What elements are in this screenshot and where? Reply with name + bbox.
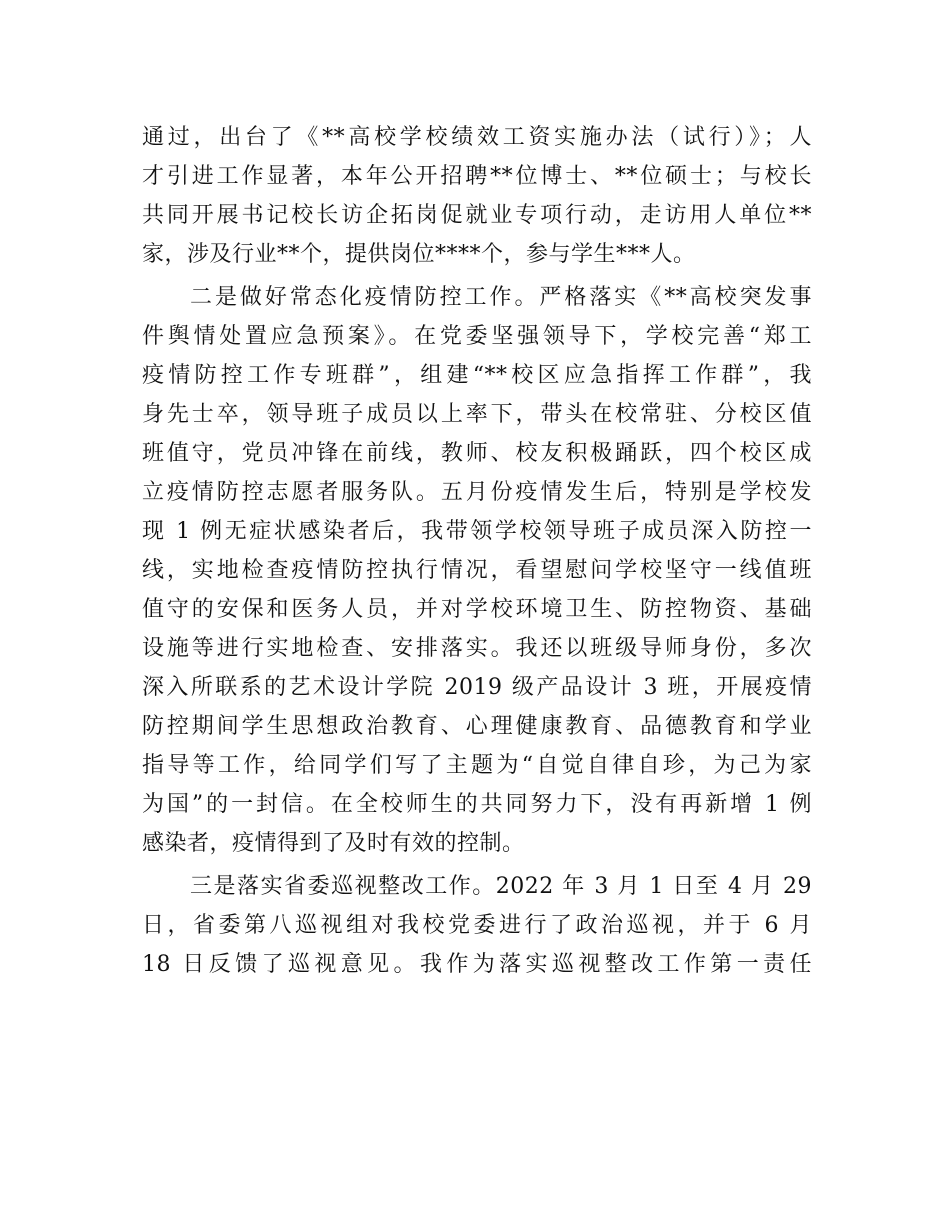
text-line: 件舆情处置应急预案》。在党委坚强领导下，学校完善“郑工: [142, 324, 812, 349]
text-line: 身先士卒，领导班子成员以上率下，带头在校常驻、分校区值: [142, 402, 812, 427]
text-line: 疫情防控工作专班群”，组建“**校区应急指挥工作群”，我: [142, 363, 812, 388]
paragraph-2: [142, 278, 812, 863]
text-line: 日，省委第八巡视组对我校党委进行了政治巡视，并于 6 月: [142, 913, 812, 938]
text-line: 才引进工作显著，本年公开招聘**位博士、**位硕士；与校长: [142, 164, 812, 189]
text-line: 共同开展书记校长访企拓岗促就业专项行动，走访用人单位**: [142, 203, 812, 228]
text-line: 指导等工作，给同学们写了主题为“自觉自律自珍，为己为家: [142, 753, 812, 778]
text-line: 设施等进行实地检查、安排落实。我还以班级导师身份，多次: [142, 636, 812, 661]
text-line: 防控期间学生思想政治教育、心理健康教育、品德教育和学业: [142, 714, 812, 739]
text-line: 深入所联系的艺术设计学院 2019 级产品设计 3 班，开展疫情: [142, 675, 812, 700]
text-line: 家，涉及行业**个，提供岗位****个，参与学生***人。: [142, 242, 696, 267]
text-line: 值守的安保和医务人员，并对学校环境卫生、防控物资、基础: [142, 597, 812, 622]
text-line: 线，实地检查疫情防控执行情况，看望慰问学校坚守一线值班: [142, 558, 812, 583]
text-line: 感染者，疫情得到了及时有效的控制。: [142, 831, 525, 856]
text-line: 现 1 例无症状感染者后，我带领学校领导班子成员深入防控一: [142, 519, 812, 544]
paragraph-3: [142, 867, 812, 984]
document-body: [142, 118, 812, 984]
paragraph-1: [142, 118, 812, 274]
text-line: 立疫情防控志愿者服务队。五月份疫情发生后，特别是学校发: [142, 480, 812, 505]
text-line: 为国”的一封信。在全校师生的共同努力下，没有再新增 1 例: [142, 792, 812, 817]
text-line: 18 日反馈了巡视意见。我作为落实巡视整改工作第一责任: [142, 952, 812, 977]
text-line: 三是落实省委巡视整改工作。2022 年 3 月 1 日至 4 月 29: [190, 874, 812, 899]
text-line: 班值守，党员冲锋在前线，教师、校友积极踊跃，四个校区成: [142, 441, 812, 466]
text-line: 二是做好常态化疫情防控工作。严格落实《**高校突发事: [190, 285, 812, 310]
text-line: 通过，出台了《**高校学校绩效工资实施办法（试行）》；人: [142, 125, 812, 150]
